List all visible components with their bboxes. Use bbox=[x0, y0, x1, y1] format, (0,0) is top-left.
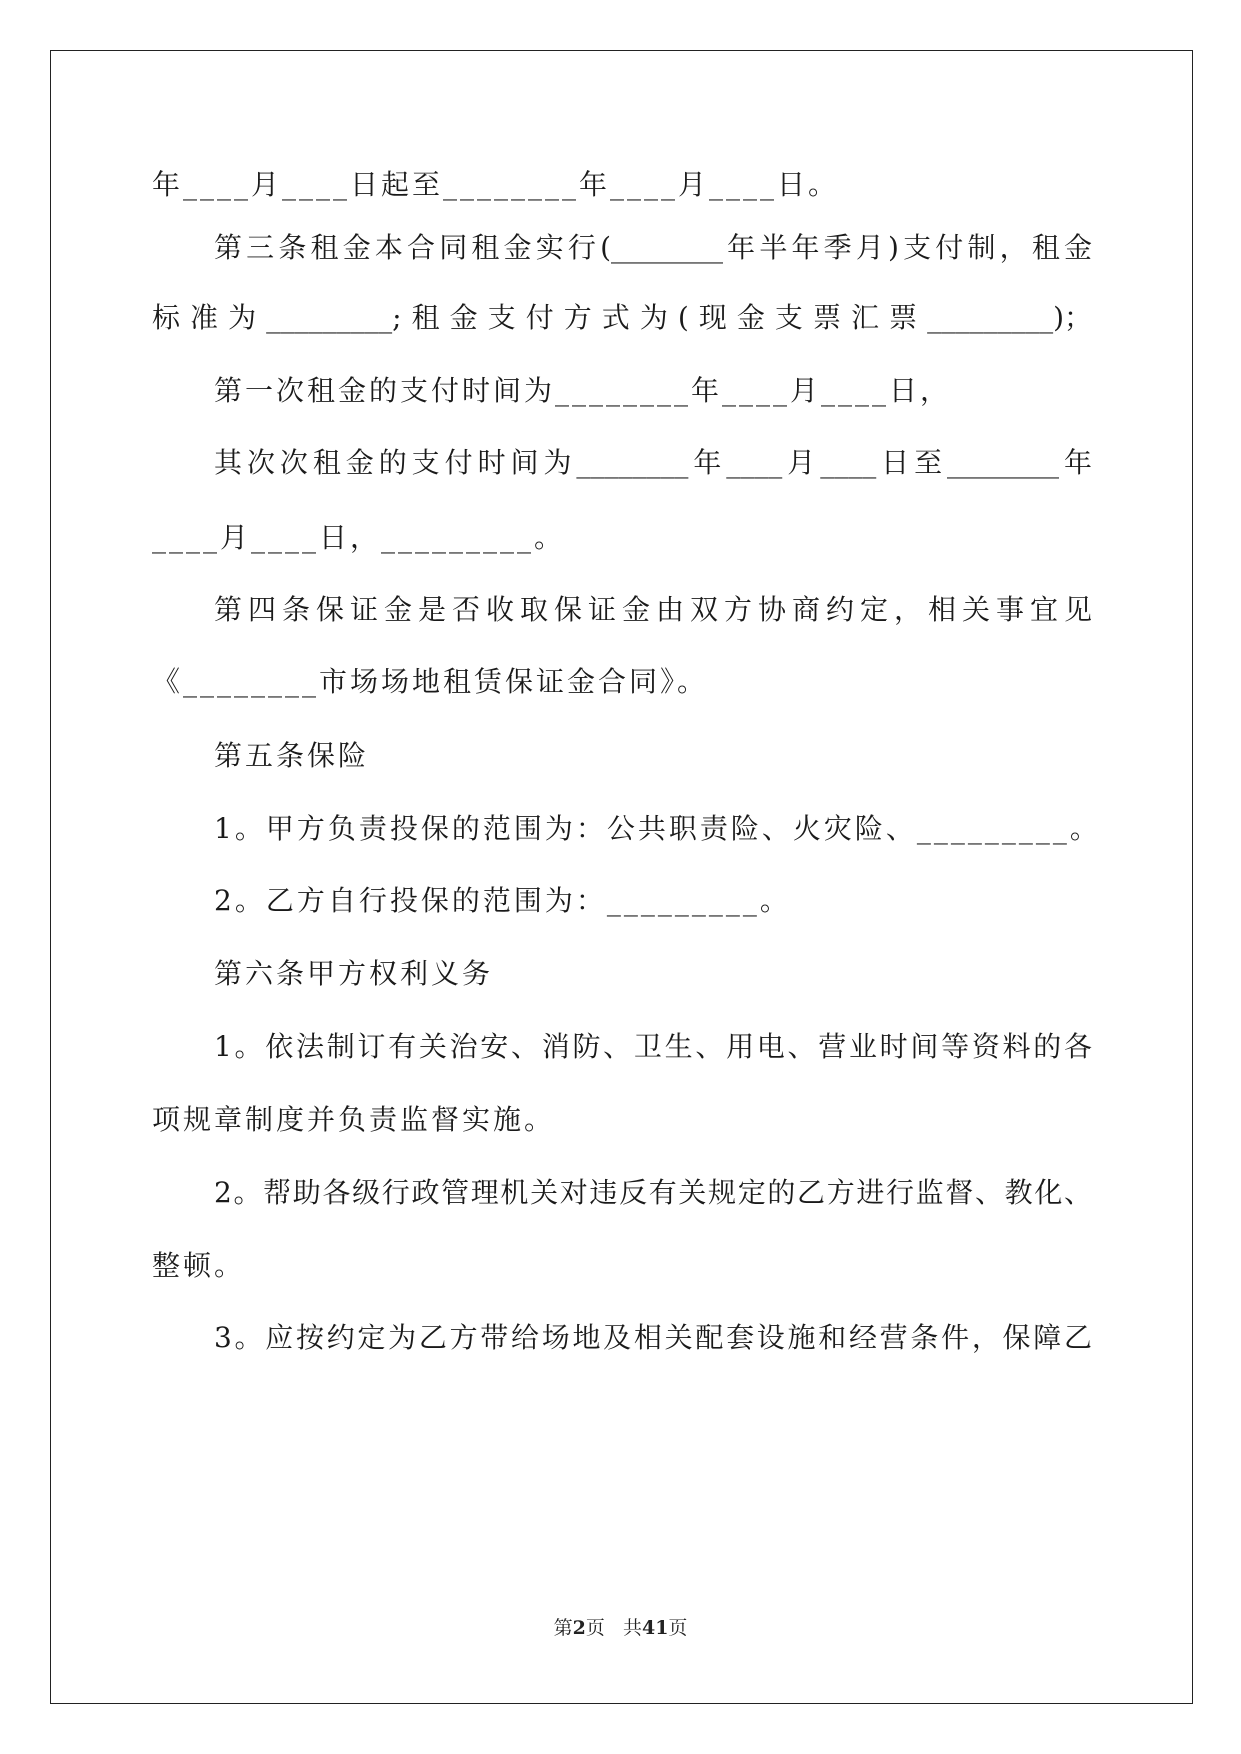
text-line: 1。甲方负责投保的范围为：公共职责险、火灾险、_________。 bbox=[214, 812, 1101, 845]
text-line: 《________市场场地租赁保证金合同》。 bbox=[152, 665, 709, 698]
text-line: 标准为_________;租金支付方式为(现金支票汇票_________)； bbox=[152, 301, 1092, 334]
text-line: 整顿。 bbox=[152, 1249, 246, 1282]
text-line: 2。帮助各级行政管理机关对违反有关规定的乙方进行监督、教化、 bbox=[214, 1176, 1092, 1209]
text-line: 3。应按约定为乙方带给场地及相关配套设施和经营条件，保障乙 bbox=[214, 1321, 1092, 1354]
text-line: 2。乙方自行投保的范围为：_________。 bbox=[214, 884, 791, 917]
section-heading: 第六条甲方权利义务 bbox=[214, 957, 494, 990]
page-footer bbox=[0, 1616, 1241, 1640]
text-line: 第三条租金本合同租金实行(________年半年季月)支付制，租金 bbox=[214, 231, 1092, 264]
text-line: 1。依法制订有关治安、消防、卫生、用电、营业时间等资料的各 bbox=[214, 1030, 1092, 1063]
section-heading: 第五条保险 bbox=[214, 739, 370, 772]
current-page-number: 2 bbox=[572, 1617, 586, 1639]
footer-total-prefix: 共 bbox=[622, 1617, 642, 1639]
footer-page-word: 页 bbox=[585, 1617, 605, 1639]
footer-prefix: 第 bbox=[553, 1617, 573, 1639]
text-line: 项规章制度并负责监督实施。 bbox=[152, 1103, 556, 1136]
total-pages-number: 41 bbox=[641, 1617, 669, 1639]
text-line: 第一次租金的支付时间为________年____月____日， bbox=[214, 374, 952, 407]
footer-total-suffix: 页 bbox=[668, 1617, 688, 1639]
text-line: ____月____日，_________。 bbox=[152, 521, 566, 554]
text-line: 第四条保证金是否收取保证金由双方协商约定，相关事宜见 bbox=[214, 593, 1092, 626]
text-line: 其次次租金的支付时间为________年____月____日至________年 bbox=[214, 446, 1092, 479]
text-line: 年____月____日起至________年____月____日。 bbox=[152, 168, 840, 201]
